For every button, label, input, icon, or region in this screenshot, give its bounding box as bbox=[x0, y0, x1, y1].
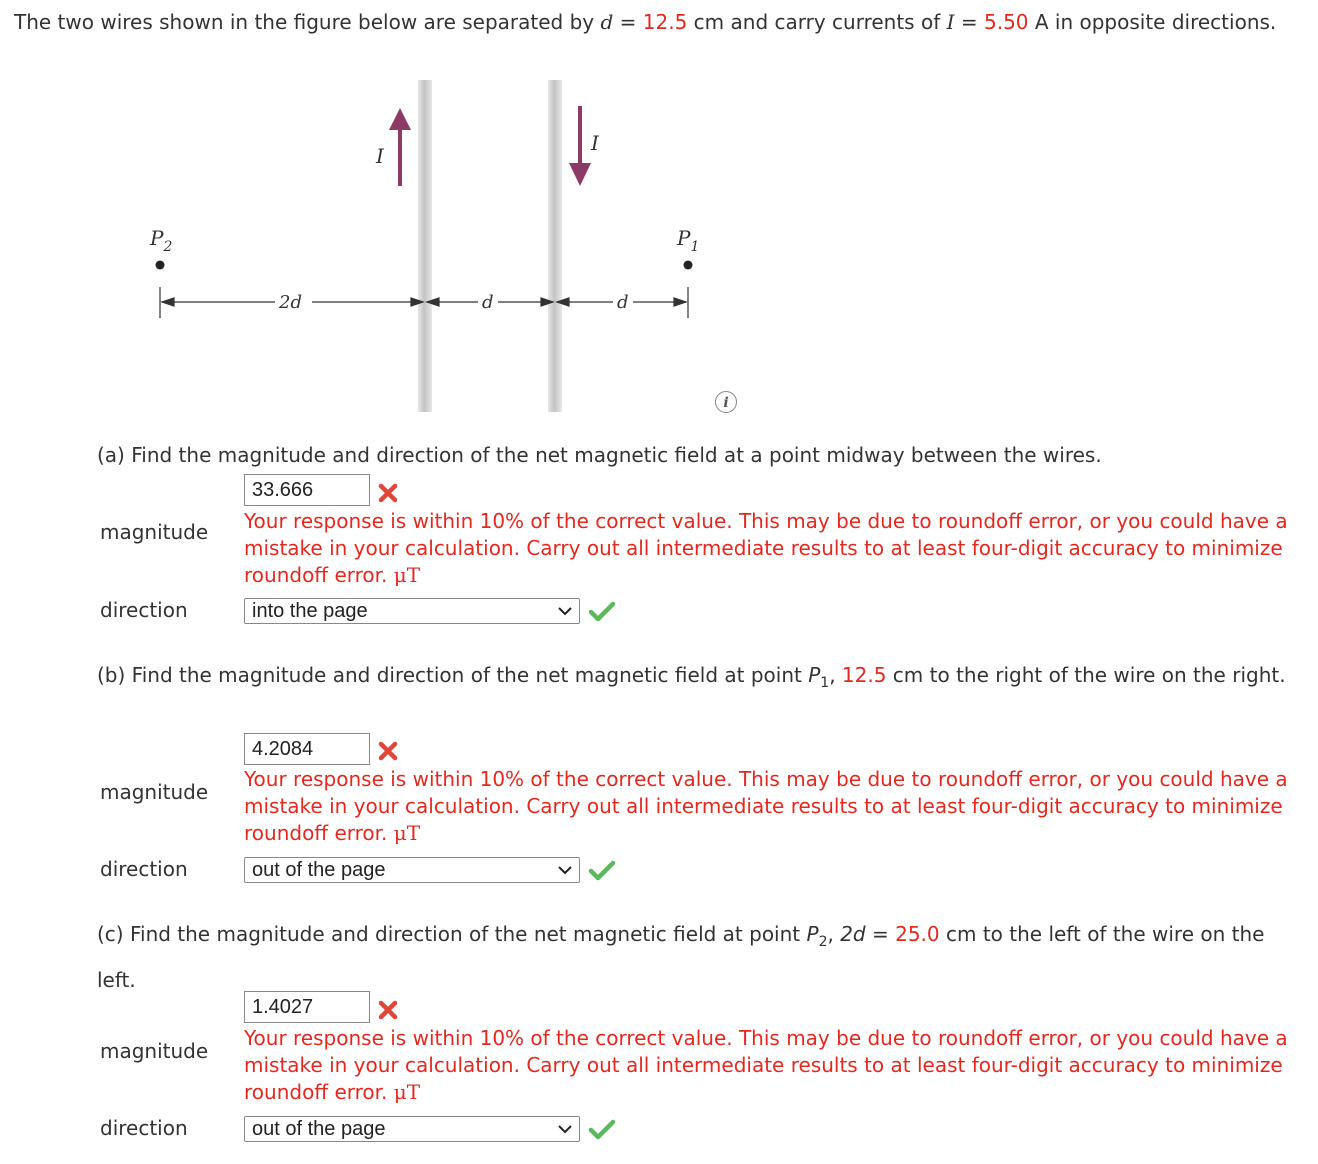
chevron-down-icon bbox=[557, 1122, 573, 1136]
magnitude-input-b[interactable] bbox=[244, 733, 370, 765]
incorrect-x-icon bbox=[376, 739, 400, 763]
dim-d-middle: d bbox=[482, 292, 494, 313]
chevron-down-icon bbox=[557, 863, 573, 877]
correct-check-icon bbox=[588, 600, 616, 622]
label-P1: $P_1$ bbox=[677, 226, 700, 255]
feedback-b: Your response is within 10% of the correct value. This may be due to roundoff error, or you could have a mistake in your calculation. Carry out all intermediate results to at least four-digit accuracy to minimize roundoff error. μT bbox=[244, 767, 1288, 845]
chevron-down-icon bbox=[557, 604, 573, 618]
incorrect-x-icon bbox=[376, 481, 400, 505]
current-up-arrow bbox=[389, 108, 411, 186]
d-value: 12.5 bbox=[642, 10, 688, 34]
label-I-left: I bbox=[376, 144, 384, 168]
magnitude-label-a: magnitude bbox=[100, 520, 209, 544]
direction-select-b[interactable]: out of the page bbox=[244, 857, 580, 883]
direction-label-b: direction bbox=[100, 857, 188, 881]
feedback-c: Your response is within 10% of the correct value. This may be due to roundoff error, or you could have a mistake in your calculation. Carry out all intermediate results to at least four-digit accuracy to minimize roundoff error. μT bbox=[244, 1026, 1288, 1104]
correct-check-icon bbox=[588, 1118, 616, 1140]
incorrect-x-icon bbox=[376, 998, 400, 1022]
direction-label-a: direction bbox=[100, 598, 188, 622]
question-b: (b) Find the magnitude and direction of the net magnetic field at point $P_1$, 12.5 cm to the right of the wire on the right. bbox=[97, 663, 1286, 691]
question-a: (a) Find the magnitude and direction of the net magnetic field at a point midway between the wires. bbox=[97, 443, 1102, 467]
magnitude-input-a[interactable] bbox=[244, 474, 370, 506]
point-P1 bbox=[684, 261, 693, 270]
direction-select-a[interactable]: into the page bbox=[244, 598, 580, 624]
magnitude-label-b: magnitude bbox=[100, 780, 209, 804]
right-wire bbox=[548, 80, 562, 412]
left-wire bbox=[418, 80, 432, 412]
current-down-arrow bbox=[569, 106, 591, 186]
direction-label-c: direction bbox=[100, 1116, 188, 1140]
current-value: 5.50 bbox=[983, 10, 1029, 34]
feedback-a: Your response is within 10% of the correct value. This may be due to roundoff error, or you could have a mistake in your calculation. Carry out all intermediate results to at least four-digit accuracy to minimize roundoff error. μT bbox=[244, 509, 1288, 587]
correct-check-icon bbox=[588, 859, 616, 881]
problem-intro: The two wires shown in the figure below are separated by d = 12.5 cm and carry currents of I = 5.50 A in opposite directions. bbox=[14, 10, 1277, 34]
label-P2: $P_2$ bbox=[150, 226, 173, 255]
dim-2d: 2d bbox=[279, 292, 302, 313]
magnitude-label-c: magnitude bbox=[100, 1039, 209, 1063]
point-P2 bbox=[156, 261, 165, 270]
label-I-right: I bbox=[591, 131, 599, 155]
wire-figure bbox=[0, 0, 1318, 440]
magnitude-input-c[interactable] bbox=[244, 991, 370, 1023]
question-c: (c) Find the magnitude and direction of the net magnetic field at point $P_2$, 2d = 25.0 cm to the left of the wire on the left. bbox=[97, 922, 1265, 992]
dim-d-right: d bbox=[617, 292, 629, 313]
direction-select-c[interactable]: out of the page bbox=[244, 1116, 580, 1142]
info-icon[interactable]: i bbox=[715, 391, 737, 413]
